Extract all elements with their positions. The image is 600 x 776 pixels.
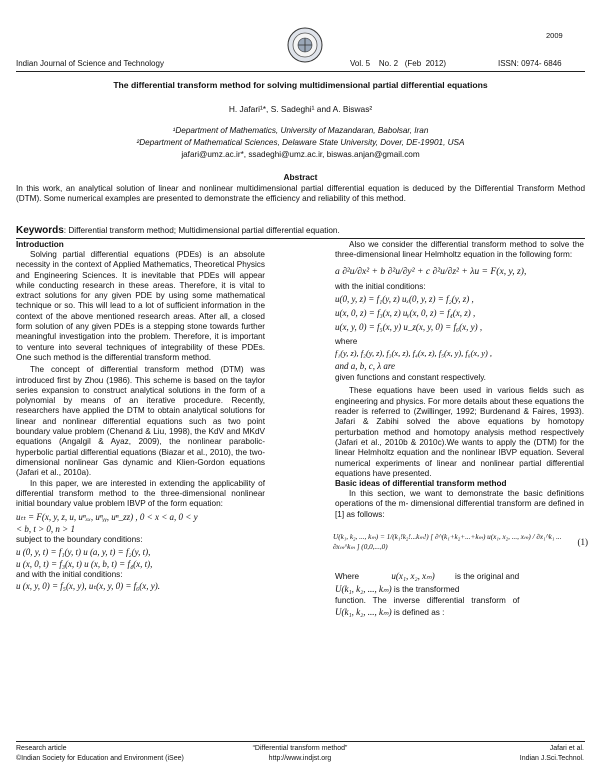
intro-paragraph-1: Solving partial differential equations (PDEs) is an absolute necessity in the context of Applied Mathematics, Theoretical Physics and Engineering Sciences. It is inevitable that PDEs will appear while conducting research in these areas. Therefore, it is vital to extract solutions for any given PDE by using some mathematical technique or so. This will lead to a lot of sufficient information in the context of the above mentioned research areas. After all, a closed form solution of any given PDEs is a stepping stone towards further meaningful investigation into the problem. Therefore, it is important to venture into several techniques of integrability of these PDEs. One such method is the differential transform method. (16, 250, 265, 362)
journal-logo (287, 27, 323, 63)
ibvp-equation: uₜₜ = F(x, y, z, u, uⁿₓₓ, uⁿᵧᵧ, uⁿ_zz) , 0 < x < a, 0 < y (16, 512, 198, 523)
inverse-text: function. The inverse differential transform of (335, 596, 520, 606)
dtm-definition (333, 526, 588, 570)
helmholtz-ic-2: u(x, 0, z) = f₃(x, z) uᵧ(x, 0, z) = f₄(x, z) , (335, 307, 476, 318)
initial-condition: u (x, y, 0) = f₅(x, y), uₜ(x, y, 0) = f₆(x, y). (16, 581, 160, 592)
ibvp-equation-cont: < b, t > 0, n > 1 (16, 524, 75, 535)
dtm-heading: Basic ideas of differential transform method (335, 479, 507, 489)
where-word: Where (335, 572, 360, 582)
intro-paragraph-3: In this paper, we are interested in extending the applicability of differential transform method to the three-dimensional nonlinear initial boundary value problem IBVP of the form equation: (16, 478, 265, 509)
dtm-equation: U(k₁, k₂, ..., kₘ) = 1/(k₁!k₂!...kₘ!) [ ∂^(k₁+k₂+...+kₘ) u(x₁, x₂, ..., xₘ) / ∂x₁^k₁ ... ∂xₘ^kₘ ] (0,0,...,0) (333, 533, 562, 552)
inverse-function: U(k₁, k₂, ..., kₘ) (335, 607, 392, 618)
transformed-text: is the transformed (393, 585, 460, 595)
paper-title: The differential transform method for solving multidimensional partial differential equations (113, 80, 488, 90)
year: 2009 (546, 31, 563, 40)
footer-article-type: Research article (16, 745, 67, 752)
issn: ISSN: 0974- 6846 (498, 59, 562, 68)
intro-heading: Introduction (16, 240, 64, 249)
keywords-rule (16, 238, 585, 239)
keywords-label: Keywords (16, 225, 64, 236)
boundary-condition-2: u (x, 0, t) = f₃(x, t) u (x, b, t) = f₄(x, t), (16, 558, 153, 569)
affiliation-1: ¹Department of Mathematics, University of Mazandaran, Babolsar, Iran (172, 126, 429, 135)
where-label: where (335, 336, 358, 346)
transformed-function: U(k₁, k₂, ..., kₘ) (335, 584, 392, 595)
boundary-condition-1: u (0, y, t) = f₁(y, t) u (a, y, t) = f₂(y, t), (16, 546, 151, 557)
bc-intro: subject to the boundary conditions: (16, 535, 143, 545)
footer-copyright: ©Indian Society for Education and Environment (iSee) (16, 755, 184, 762)
journal-name: Indian Journal of Science and Technology (16, 59, 164, 68)
abstract-heading: Abstract (283, 172, 318, 182)
footer-authors: Jafari et al. (549, 745, 584, 752)
ic-intro: and with the initial conditions: (16, 569, 123, 579)
original-text: is the original and (455, 572, 520, 582)
authors: H. Jafari¹*, S. Sadeghi¹ and A. Biswas² (228, 104, 373, 114)
inverse-defined: is defined as : (393, 608, 445, 618)
intro-paragraph-2: The concept of differential transform method (DTM) was introduced first by Zhou (1986). This scheme is based on the taylor series expansion to construct analytical solutions in the form of a polynomial by means of an iterative procedure. Recently, researchers have applied the DTM to obtain analytical solutions for linear and nonlinear differential equations such as two point boundary value problem (Chenand & Liu, 1998), the KdV and MKdV equations (Angalgil & Ayaz, 2009), the nonlinear parabolic-hyperbolic partial differential equations (Biazar et al., 2010), the two-dimensional nonlinear Gas dynamic and Klien-Gordon equations (Jafari et al., 2010a). (16, 365, 265, 478)
footer-journal-abbrev: Indian J.Sci.Technol. (519, 755, 584, 762)
given-functions: f₁(y, z), f₂(y, z), f₃(x, z), f₄(x, z), f₅(x, y), f₆(x, y) , (335, 349, 492, 359)
equation-number: (1) (577, 537, 588, 548)
given-functions-text: given functions and constant respectively. (335, 373, 486, 383)
helmholtz-equation: a ∂²u/∂x² + b ∂²u/∂y² + c ∂²u/∂z² + λu = F(x, y, z), (335, 265, 527, 277)
keywords (16, 225, 340, 236)
issue-info: Vol. 5 No. 2 (Feb 2012) (350, 59, 447, 68)
right-column (333, 240, 588, 619)
footer-short-title: “Differential transform method” (252, 745, 348, 752)
dtm-intro: In this section, we want to demonstrate the basic definitions operations of the m- dimensional differential transform are defined in [1] as follows: (335, 489, 584, 519)
helmholtz-ic-intro: with the initial conditions: (335, 281, 426, 291)
inverse-line (335, 606, 584, 619)
original-function: u(x₁, x₂, xₘ) (391, 571, 435, 582)
constants: and a, b, c, λ are (335, 361, 396, 372)
helmholtz-intro: Also we consider the differential transform method to solve the three-dimensional linear Helmholtz equation in the following form: (335, 240, 584, 260)
affiliation-2: ²Department of Mathematical Sciences, Delaware State University, Dover, DE-19901, USA (136, 138, 465, 147)
footer-url[interactable]: http://www.indjst.org (268, 755, 332, 762)
helmholtz-ic-1: u(0, y, z) = f₁(y, z) uₓ(0, y, z) = f₂(y, z) , (335, 293, 474, 304)
applications-paragraph: These equations have been used in various fields such as engineering and physics. For more details about these equations the reader is referred to (Zwillinger, 1992; Burdenand & Faires, 1993). Jafari & Zabihi solved the above equations by homotopy perturbation method and homotopy analysis method respectively (Jafari et al., 2010b & 2010c).We wants to apply the (DTM) for the linear Helmholtz equation and the nonlinear IBVP equation. Several numerical experiments of linear and nonlinear partial differential equations have presented. (335, 386, 584, 478)
where-original (335, 570, 584, 583)
header-rule (16, 71, 585, 72)
transformed-line (335, 583, 584, 596)
footer-rule (16, 741, 585, 742)
helmholtz-ic-3: u(x, y, 0) = f₅(x, y) u_z(x, y, 0) = f₆(x, y) , (335, 321, 483, 332)
left-column (16, 240, 265, 592)
emails: jafari@umz.ac.ir*, ssadeghi@umz.ac.ir, biswas.anjan@gmail.com (181, 150, 420, 159)
keywords-text: : Differential transform method; Multidimensional partial differential equation. (63, 226, 340, 235)
abstract-text: In this work, an analytical solution of linear and nonlinear multidimensional partial differential equation is deduced by the Differential Transform Method (DTM). Some numerical examples are presented to demonstrate the efficiency and reliability of this method. (16, 184, 585, 204)
